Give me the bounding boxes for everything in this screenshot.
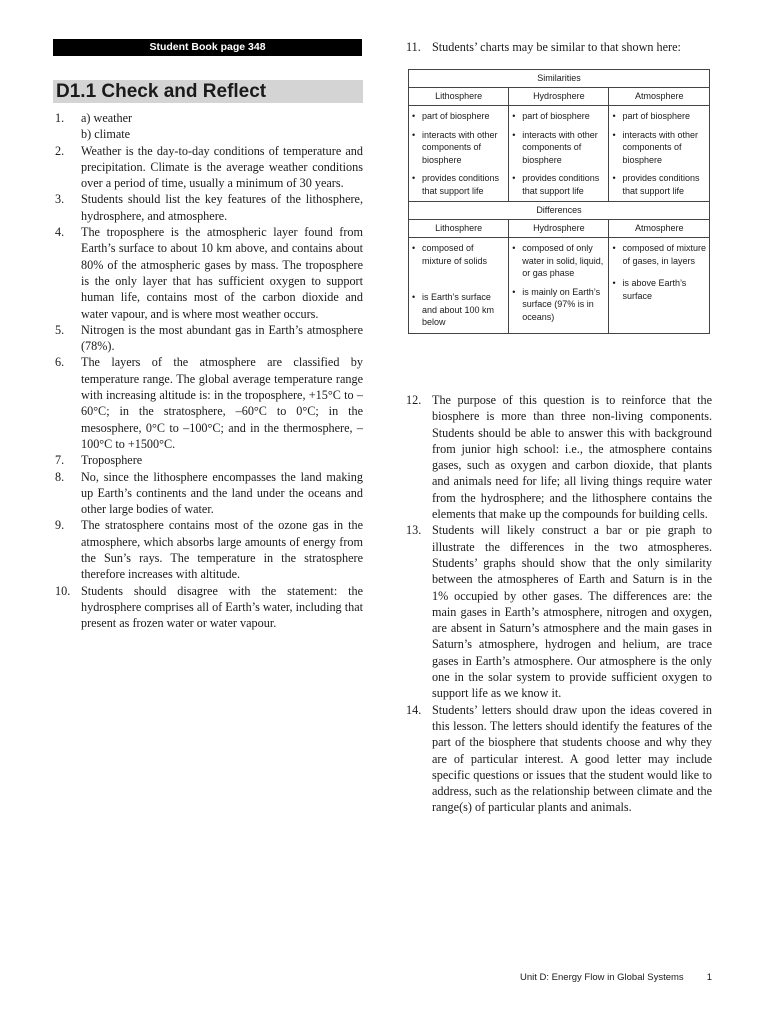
answer-item-1: [55, 110, 363, 143]
answer-text: The troposphere is the atmospheric layer found from Earth’s surface to about 10 km above, and contains about 80% of the atmospheric gases by mass. The troposphere is the only layer that has sufficient oxygen to support human life, contains most of the carbon dioxide and water vapour, and is where most weather occurs.: [81, 225, 363, 321]
answer-text: Students should disagree with the statement: the hydrosphere comprises all of Earth’s water, including that present as frozen water or water vapour.: [81, 583, 363, 631]
item-number: 13.: [406, 523, 422, 538]
answer-text: Students will likely construct a bar or pie graph to illustrate the differences in the two atmospheres. Students’ graphs should show that the only similarity between the atmospheres of Earth and Saturn is in the 1% occupied by other gases. The differences are: the main gases in Earth’s atmosphere, nitrogen and oxygen, are absent in Saturn’s atmosphere and the main gases in Saturn’s atmosphere, hydrogen and helium, are trace gases in Earth’s atmosphere. Our atmosphere is the only one in the solar system to provide sufficient oxygen to support life as we know it.: [432, 523, 712, 701]
answer-item-6: [55, 354, 363, 452]
bullet-text: composed of mixture of solids: [422, 243, 488, 266]
bullet-text: composed of only water in solid, liquid, or gas phase: [522, 243, 604, 278]
differences-row: [409, 238, 710, 334]
table-cell: • part of biosphere • interacts with other components of biosphere • provides conditions that support life: [609, 106, 710, 202]
page-reference-banner: Student Book page 348: [53, 39, 362, 56]
answer-text: Students’ letters should draw upon the ideas covered in this lesson. The letters should identify the features of the part of the biosphere that students choose and why they are of particular interest. A good letter may include specific questions or issues that the student would like to address, such as the relationship between climate and the range(s) of particular plants and animals.: [432, 702, 712, 815]
similarities-row: [409, 106, 710, 202]
answer-item-4: [55, 224, 363, 322]
answer-item-2: [55, 143, 363, 192]
bullet-text: part of biosphere: [622, 111, 690, 121]
unit-title: Unit D: Energy Flow in Global Systems: [520, 972, 684, 983]
item-number: 11.: [406, 40, 421, 54]
table-cell: • composed of mixture of gases, in layers • is above Earth’s surface: [609, 238, 710, 334]
item-number: 2.: [55, 143, 65, 158]
bullet-text: interacts with other components of biosphere: [622, 129, 698, 165]
answer-text: No, since the lithosphere encompasses the land making up Earth’s continents and the land under the oceans and other large bodies of water.: [81, 469, 363, 517]
answer-text: Nitrogen is the most abundant gas in Earth’s atmosphere (78%).: [81, 322, 363, 354]
answer-item-8: [55, 469, 363, 518]
bullet-text: provides conditions that support life: [622, 173, 700, 196]
column-header: Lithosphere: [409, 220, 509, 238]
item-number: 8.: [55, 469, 65, 484]
answer-item-3: [55, 191, 363, 224]
bullet-text: composed of mixture of gases, in layers: [622, 243, 706, 266]
answer-item-11: [406, 39, 712, 55]
column-header: Atmosphere: [609, 220, 710, 238]
answer-text: The stratosphere contains most of the ozone gas in the atmosphere, which absorbs large amounts of energy from the Sun’s rays. The temperature in the stratosphere therefore increases with altitude.: [81, 518, 363, 582]
column-header: Hydrosphere: [509, 220, 609, 238]
bullet-text: part of biosphere: [522, 111, 590, 121]
answer-item-14: [406, 702, 712, 816]
answer-text: The layers of the atmosphere are classified by temperature range. The global average temperature range with increasing altitude is: in the troposphere, +15°C to –60°C; in the stratosphere, –60°C to 0°C; in the mesosphere, 0°C to –100°C; and in the thermosphere, –100°C to +1500°C.: [81, 355, 363, 451]
item-number: 14.: [406, 702, 422, 717]
bullet-text: interacts with other components of biosphere: [522, 129, 598, 165]
bullet-text: is Earth’s surface and about 100 km below: [422, 292, 495, 327]
page-footer: [520, 972, 712, 983]
bullet-text: is mainly on Earth’s surface (97% is in oceans): [522, 286, 601, 322]
answer-text: Students should list the key features of the lithosphere, hydrosphere, and atmosphere.: [81, 192, 363, 223]
table-cell: • part of biosphere • interacts with other components of biosphere • provides conditions that support life: [509, 106, 609, 202]
comparison-table: [408, 69, 710, 334]
item-number: 7.: [55, 453, 65, 468]
answer-item-9: [55, 517, 363, 582]
bullet-text: provides conditions that support life: [522, 173, 600, 196]
page-number: 1: [706, 972, 712, 983]
column-header: Atmosphere: [609, 88, 710, 106]
item-number: 9.: [55, 518, 65, 533]
item-number: 5.: [55, 322, 65, 337]
item-number: 12.: [406, 393, 422, 407]
bullet-text: is above Earth’s surface: [622, 278, 687, 301]
answer-text: The purpose of this question is to reinforce that the biosphere is more than three non-living components. Students should be able to answer this with background from junior high school: i.e., the atmosphere contains gases, such as oxygen and carbon dioxide, that plants and animals need for life; all living things require water from the hydrosphere; and the lithosphere contains the elements that make up the compounds for building cells.: [432, 393, 712, 522]
answer-1a: a) weather: [81, 111, 133, 125]
answer-item-5: [55, 322, 363, 355]
answer-1b: b) climate: [81, 127, 131, 142]
answer-item-10: [55, 583, 363, 632]
item-number: 4.: [55, 225, 65, 240]
answer-item-13: [406, 522, 712, 701]
similarities-header: Similarities: [409, 70, 710, 88]
answer-item-12: [406, 392, 712, 522]
item-number: 6.: [55, 355, 65, 370]
answer-item-7: [55, 452, 363, 468]
table-cell: • composed of only water in solid, liquid, or gas phase • is mainly on Earth’s surface (97% is in oceans): [509, 238, 609, 334]
answer-text: Weather is the day-to-day conditions of temperature and precipitation. Climate is the average weather conditions over a period of time, usually a minimum of 30 years.: [81, 143, 363, 191]
bullet-text: part of biosphere: [422, 111, 490, 121]
column-header: Hydrosphere: [509, 88, 609, 106]
answer-text: Troposphere: [81, 453, 143, 468]
table-cell: • composed of mixture of solids • is Earth’s surface and about 100 km below: [409, 238, 509, 334]
item-number: 1.: [55, 111, 65, 125]
answer-text: Students’ charts may be similar to that shown here:: [432, 40, 681, 54]
table-cell: • part of biosphere • interacts with other components of biosphere • provides conditions that support life: [409, 106, 509, 202]
section-title: D1.1 Check and Reflect: [53, 80, 363, 103]
item-number: 10.: [55, 583, 71, 598]
right-column: [406, 392, 712, 816]
left-column: [55, 110, 363, 632]
bullet-text: provides conditions that support life: [422, 173, 500, 196]
item-number: 3.: [55, 192, 65, 207]
column-header: Lithosphere: [409, 88, 509, 106]
bullet-text: interacts with other components of biosphere: [422, 129, 498, 165]
differences-header: Differences: [409, 202, 710, 220]
